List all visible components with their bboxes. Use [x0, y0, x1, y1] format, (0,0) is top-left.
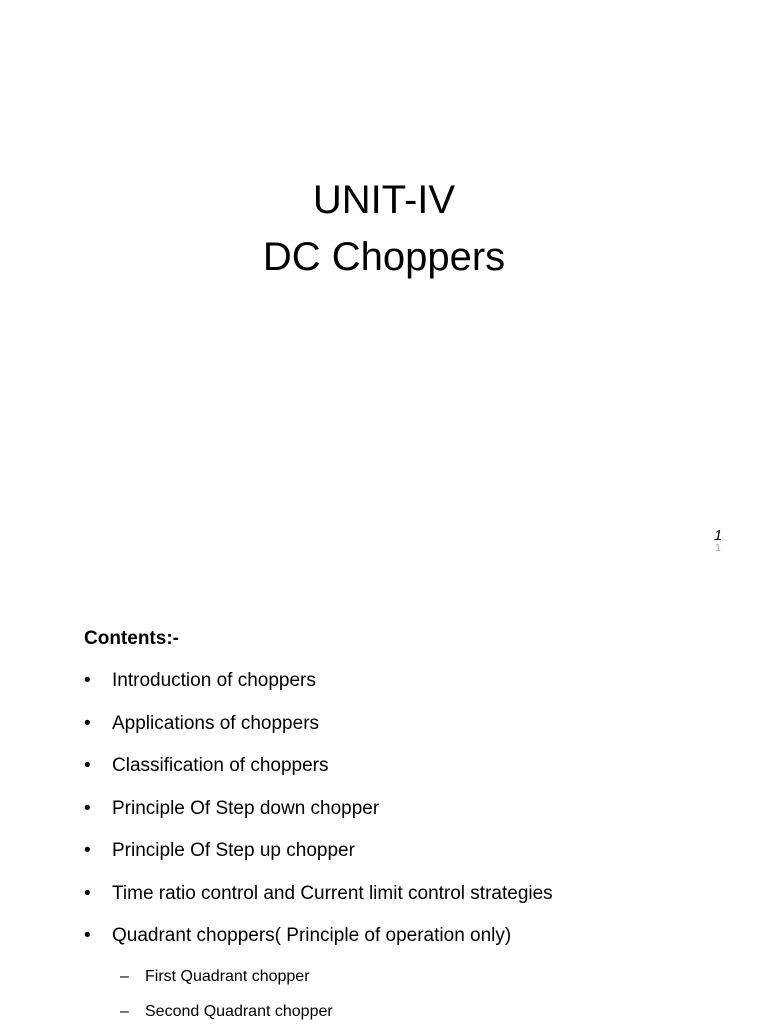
list-item — [84, 839, 744, 863]
bullet-icon: • — [84, 755, 91, 776]
list-item — [84, 882, 744, 906]
dash-icon: – — [120, 1002, 129, 1020]
list-item — [84, 712, 744, 736]
sublist-item-text: First Quadrant chopper — [145, 967, 310, 985]
list-item-text: Quadrant choppers( Principle of operation only) — [112, 925, 512, 946]
list-item-text: Principle Of Step up chopper — [112, 840, 355, 861]
list-item-text: Classification of choppers — [112, 755, 329, 776]
page-number-main: 1 — [713, 527, 723, 544]
sublist-item-text: Second Quadrant chopper — [145, 1002, 333, 1020]
page-number — [706, 527, 730, 554]
contents-section — [84, 627, 744, 1024]
unit-title: UNIT-IV — [312, 178, 456, 222]
page-number-sub: 1 — [715, 543, 721, 554]
sublist-item — [84, 967, 744, 987]
dash-icon: – — [120, 967, 129, 985]
bullet-icon: • — [84, 882, 91, 904]
list-item — [84, 797, 744, 821]
bullet-icon: • — [84, 670, 91, 691]
list-item-text: Principle Of Step down chopper — [112, 797, 380, 819]
list-item-text: Applications of choppers — [112, 712, 320, 734]
sublist-item — [84, 1002, 744, 1022]
list-item-text: Time ratio control and Current limit control strategies — [112, 882, 553, 904]
topic-title: DC Choppers — [262, 235, 506, 279]
bullet-icon: • — [84, 840, 91, 861]
bullet-icon: • — [84, 797, 91, 819]
list-item-text: Introduction of choppers — [112, 670, 316, 691]
contents-sublist — [84, 967, 744, 1022]
contents-list — [84, 669, 744, 948]
title-block — [0, 172, 768, 286]
bullet-icon: • — [84, 925, 91, 946]
bullet-icon: • — [84, 712, 91, 734]
list-item — [84, 754, 744, 778]
list-item — [84, 924, 744, 948]
list-item — [84, 669, 744, 693]
contents-heading: Contents:- — [84, 628, 179, 649]
